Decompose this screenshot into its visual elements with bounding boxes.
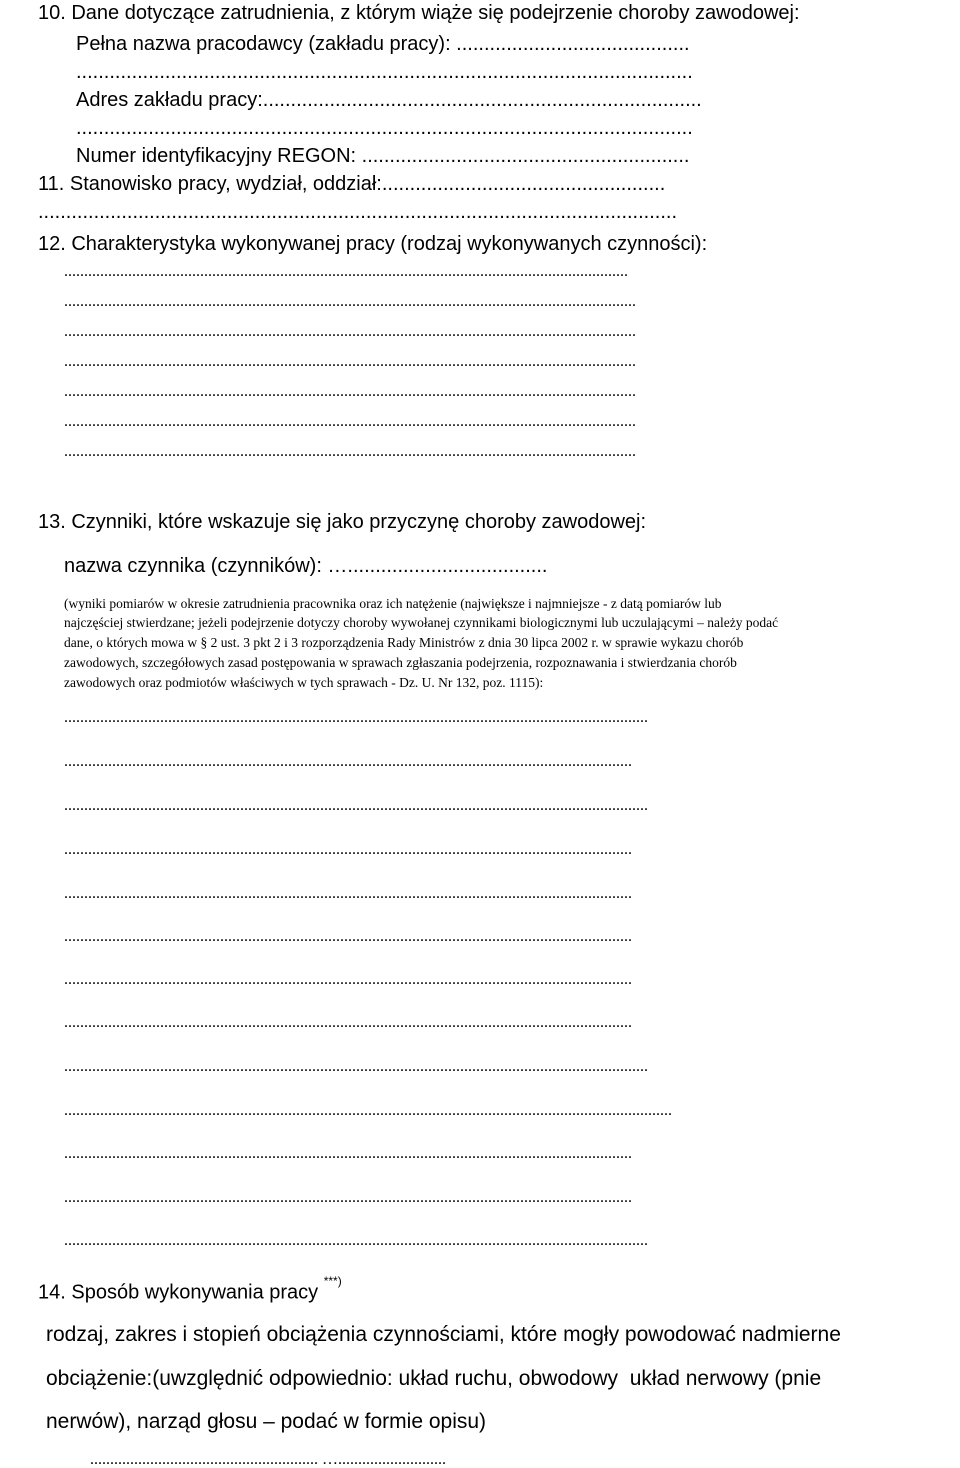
section-14-heading	[38, 1274, 342, 1304]
section-12-line[interactable]: ...............................................................................................................................................	[64, 293, 636, 310]
employer-name-continuation[interactable]: ...............................................................................................................	[76, 61, 693, 83]
employer-name-field[interactable]: Pełna nazwa pracodawcy (zakładu pracy): ..........................................	[76, 33, 690, 55]
section-13-line[interactable]: ..................................................................................................................................................	[64, 709, 648, 726]
section-12-line[interactable]: ...............................................................................................................................................	[64, 353, 636, 370]
section-13-line[interactable]: ..............................................................................................................................................	[64, 885, 632, 902]
section-13-heading: 13. Czynniki, które wskazuje się jako przyczynę choroby zawodowej:	[38, 511, 647, 533]
section-13-line[interactable]: ..................................................................................................................................................	[64, 1058, 648, 1075]
section-12-line[interactable]: .............................................................................................................................................	[64, 263, 628, 280]
section-11-heading[interactable]: 11. Stanowisko pracy, wydział, oddział:...................................................	[38, 173, 666, 195]
section-12-heading: 12. Charakterystyka wykonywanej pracy (rodzaj wykonywanych czynności):	[38, 233, 708, 255]
section-10-heading: 10. Dane dotyczące zatrudnienia, z którym wiąże się podejrzenie choroby zawodowej:	[38, 2, 800, 24]
section-13-note-line: (wyniki pomiarów w okresie zatrudnienia pracownika oraz ich natężenie (największe i najmniejsze - z datą pomiarów lub	[64, 596, 722, 611]
section-13-line[interactable]: ..................................................................................................................................................	[64, 1232, 648, 1249]
address-continuation[interactable]: ...............................................................................................................	[76, 117, 693, 139]
factor-name-field[interactable]: nazwa czynnika (czynników): …....................................	[64, 555, 548, 577]
section-13-note-line: najczęściej stwierdzane; jeżeli podejrzenie dotyczy choroby wywołanej czynnikami biologicznymi lub uczulającymi – należy podać	[64, 615, 779, 630]
section-13-line[interactable]: ..............................................................................................................................................	[64, 753, 632, 770]
section-11-continuation[interactable]: ...................................................................................................................	[38, 201, 678, 223]
section-14-description-line: rodzaj, zakres i stopień obciążenia czynnościami, które mogły powodować nadmierne	[46, 1323, 841, 1346]
section-14-heading-text: 14. Sposób wykonywania pracy	[38, 1281, 324, 1304]
footnote-marker: ***)	[323, 1274, 342, 1288]
section-13-line[interactable]: ..............................................................................................................................................	[64, 841, 632, 858]
section-13-note-line: zawodowych, szczegółowych zasad postępowania w sprawach zgłaszania podejrzenia, rozpoznawania i stwierdzania chorób	[64, 655, 737, 670]
section-13-line[interactable]: ..............................................................................................................................................	[64, 928, 632, 945]
section-12-line[interactable]: ...............................................................................................................................................	[64, 383, 636, 400]
section-13-line[interactable]: ..............................................................................................................................................	[64, 1014, 632, 1031]
section-13-note-line: zawodowych oraz podmiotów właściwych w tych sprawach - Dz. U. Nr 132, poz. 1115):	[64, 675, 544, 690]
section-14-description-line: nerwów), narząd głosu – podać w formie opisu)	[46, 1410, 487, 1433]
section-12-line[interactable]: ...............................................................................................................................................	[64, 443, 636, 460]
section-14-fill-line[interactable]: ......................................................... …...........................	[90, 1451, 446, 1468]
section-13-line[interactable]: ..............................................................................................................................................	[64, 1145, 632, 1162]
section-13-note-line: dane, o których mowa w § 2 ust. 3 pkt 2 i 3 rozporządzenia Rady Ministrów z dnia 30 lipca 2002 r. w sprawie wykazu chorób	[64, 635, 744, 650]
regon-field[interactable]: Numer identyfikacyjny REGON: ...........................................................	[76, 145, 690, 167]
section-13-line[interactable]: ........................................................................................................................................................	[64, 1102, 672, 1119]
address-field[interactable]: Adres zakładu pracy:...............................................................................	[76, 89, 702, 111]
section-13-line[interactable]: ..................................................................................................................................................	[64, 797, 648, 814]
section-14-description-line: obciążenie:(uwzględnić odpowiednio: układ ruchu, obwodowy układ nerwowy (pnie	[46, 1367, 822, 1390]
section-13-line[interactable]: ..............................................................................................................................................	[64, 971, 632, 988]
section-12-line[interactable]: ...............................................................................................................................................	[64, 323, 636, 340]
section-13-line[interactable]: ..............................................................................................................................................	[64, 1189, 632, 1206]
section-12-line[interactable]: ...............................................................................................................................................	[64, 413, 636, 430]
